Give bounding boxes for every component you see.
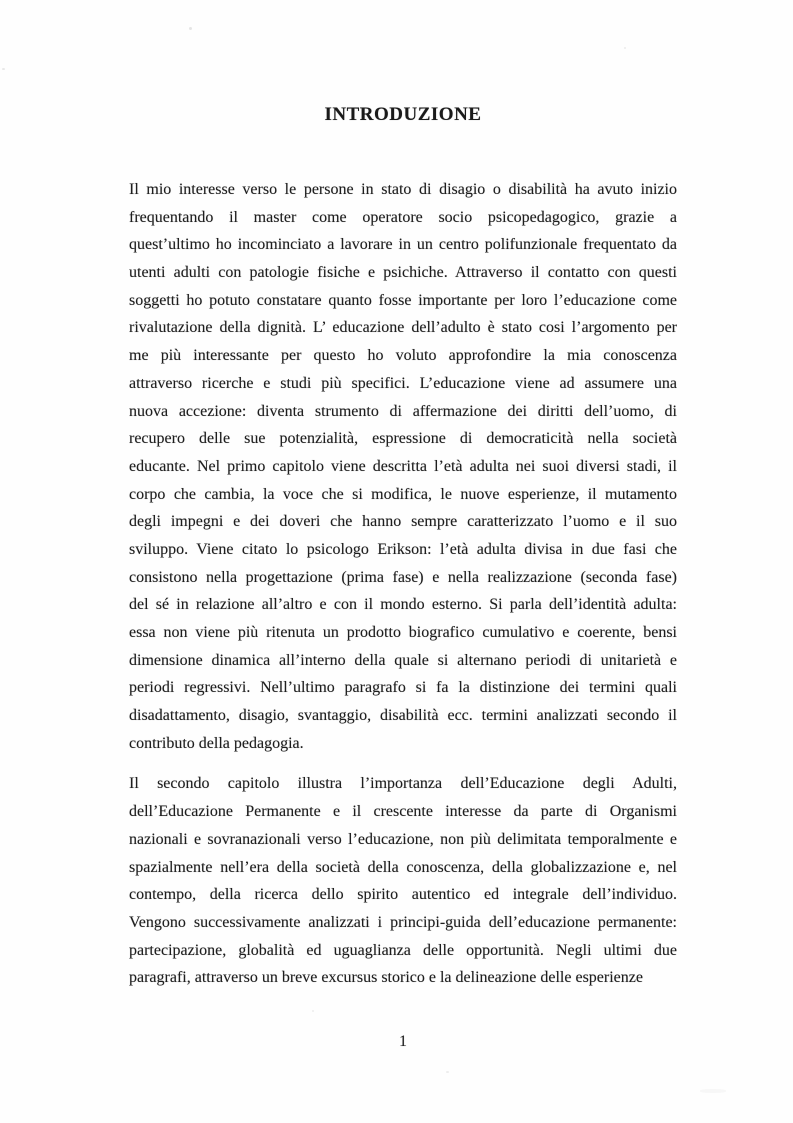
text-line: paragrafi, attraverso un breve excursus storico e la delineazione delle esperienze xyxy=(129,969,643,987)
text-line: me più interessante per questo ho voluto approfondire la mia conoscenza xyxy=(129,347,677,365)
text-line: educante. Nel primo capitolo viene descritta l’età adulta nei suoi diversi stadi, il xyxy=(129,457,677,475)
scan-speck xyxy=(189,27,192,30)
paragraph xyxy=(129,770,677,992)
text-line: Il secondo capitolo illustra l’importanza dell’Educazione degli Adulti, xyxy=(129,775,677,793)
text-line: sviluppo. Viene citato lo psicologo Erikson: l’età adulta divisa in due fasi che xyxy=(129,540,677,558)
text-line: corpo che cambia, la voce che si modifica, le nuove esperienze, il mutamento xyxy=(129,485,677,503)
text-line: nuova accezione: diventa strumento di affermazione dei diritti dell’uomo, di xyxy=(129,402,677,420)
scan-speck xyxy=(446,1071,449,1073)
text-line: essa non viene più ritenuta un prodotto biografico cumulativo e coerente, bensi xyxy=(129,624,677,641)
text-line: contempo, della ricerca dello spirito autentico ed integrale dell’individuo. xyxy=(129,886,677,904)
text-line: spazialmente nell’era della società della conoscenza, della globalizzazione e, nel xyxy=(129,858,677,876)
text-line: utenti adulti con patologie fisiche e psichiche. Attraverso il contatto con questi xyxy=(129,264,677,282)
scan-speck xyxy=(312,1010,314,1012)
text-line: frequentando il master come operatore socio psicopedagogico, grazie a xyxy=(129,208,677,226)
text-line: degli impegni e dei doveri che hanno sempre caratterizzato l’uomo e il suo xyxy=(129,513,677,531)
text-line: dell’Educazione Permanente e il crescente interesse da parte di Organismi xyxy=(129,803,677,821)
text-line: disadattamento, disagio, svantaggio, disabilità ecc. termini analizzati secondo il xyxy=(129,707,677,725)
scan-speck xyxy=(624,47,626,49)
text-line: partecipazione, globalità ed uguaglianza delle opportunità. Negli ultimi due xyxy=(129,941,677,959)
scan-speck xyxy=(700,1089,726,1093)
text-line: periodi regressivi. Nell’ultimo paragrafo si fa la distinzione dei termini quali xyxy=(129,679,677,697)
text-line: nazionali e sovranazionali verso l’educazione, non più delimitata temporalmente e xyxy=(129,830,677,848)
text-line: recupero delle sue potenzialità, espressione di democraticità nella società xyxy=(129,430,677,448)
text-line: contributo della pedagogia. xyxy=(129,734,304,752)
paragraph xyxy=(129,176,677,757)
text-line: Il mio interesse verso le persone in stato di disagio o disabilità ha avuto inizio xyxy=(129,181,677,198)
text-line: attraverso ricerche e studi più specifici. L’educazione viene ad assumere una xyxy=(129,374,677,392)
text-line: del sé in relazione all’altro e con il mondo esterno. Si parla dell’identità adulta: xyxy=(129,596,677,614)
text-line: rivalutazione della dignità. L’ educazione dell’adulto è stato cosi l’argomento per xyxy=(129,319,677,337)
text-line: quest’ultimo ho incominciato a lavorare in un centro polifunzionale frequentato da xyxy=(129,236,677,254)
page-number: 1 xyxy=(399,1033,407,1050)
document-body xyxy=(129,176,677,992)
text-line: consistono nella progettazione (prima fase) e nella realizzazione (seconda fase) xyxy=(129,568,677,586)
text-line: Vengono successivamente analizzati i principi-guida dell’educazione permanente: xyxy=(129,913,677,931)
page-title: INTRODUZIONE xyxy=(324,104,482,125)
text-line: dimensione dinamica all’interno della quale si alternano periodi di unitarietà e xyxy=(129,651,677,669)
text-line: soggetti ho potuto constatare quanto fosse importante per loro l’educazione come xyxy=(129,291,677,309)
scan-speck xyxy=(2,68,5,70)
